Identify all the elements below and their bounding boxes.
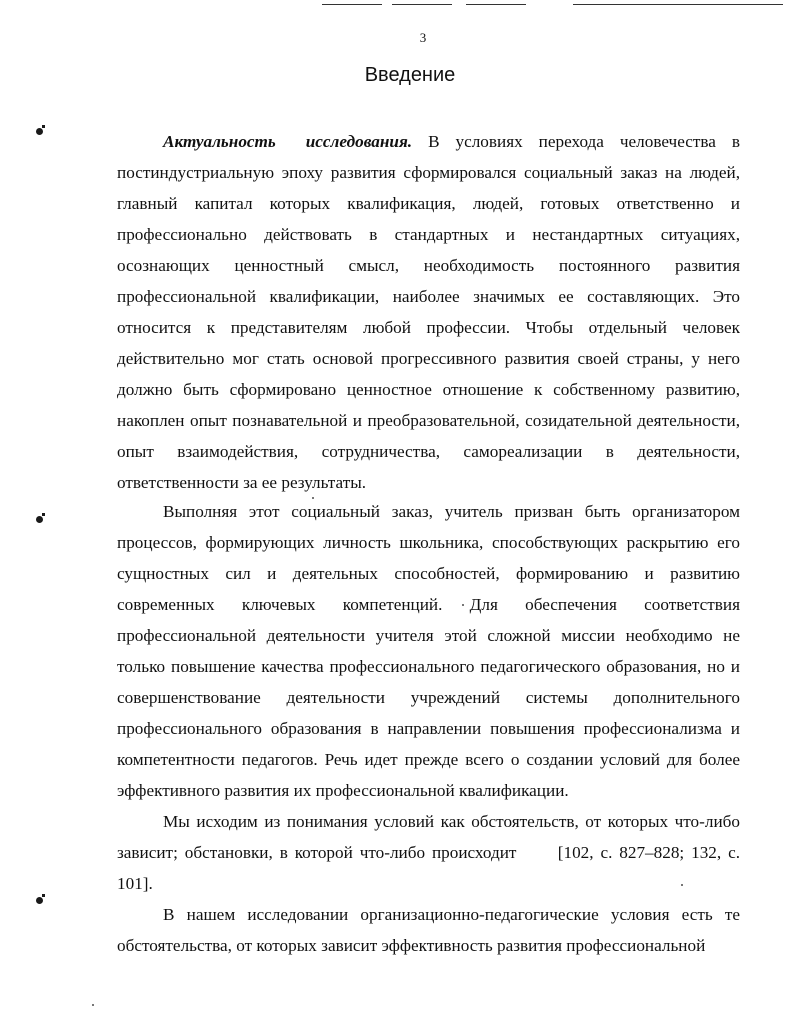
paragraph-conditions-definition xyxy=(117,806,745,899)
paragraph-relevance xyxy=(117,126,740,498)
paragraph-lead: Актуальность исследования. xyxy=(163,132,413,151)
page-number: 3 xyxy=(419,30,427,45)
scan-edge-line xyxy=(573,4,783,5)
binding-hole-mark xyxy=(36,897,43,904)
binding-hole-mark xyxy=(36,128,43,135)
binding-hole-mark xyxy=(36,516,43,523)
paragraph-text: Выполняя этот социальный заказ, учитель призван быть организатором процессов, формирующих личность школьника, способствующих раскрытию его сущностных сил и деятельных способностей, формированию и развитию современных ключевых компетенций. Для обеспечения соответствия профессиональной деятельности учителя этой сложной миссии необходимо не только повышение качества профессионального педагогического образования, но и совершенствование деятельности учреждений системы дополнительного профессионального образования в направлении повышения профессионализма и компетентности педагогов. Речь идет прежде всего о создании условий для более эффективного развития их профессиональной квалификации. xyxy=(117,502,740,800)
paragraph-social-order xyxy=(117,496,740,806)
scan-speck xyxy=(92,1004,94,1006)
paragraph-text: В условиях перехода человечества в постиндустриальную эпоху развития сформировался социальный заказ на людей, главный капитал которых квалификация, людей, готовых ответственно и профессионально действовать в стандартных и нестандартных ситуациях, осознающих ценностный смысл, необходимость постоянного развития профессиональной квалификации, наиболее значимых ее составляющих. Это относится к представителям любой профессии. Чтобы отдельный человек действительно мог стать основой прогрессивного развития своей страны, у него должно быть сформировано ценностное отношение к собственному развитию, накоплен опыт познавательной и преобразовательной, созидательной деятельности, опыт взаимодействия, сотрудничества, самореализации в деятельности, ответственности за ее результаты. xyxy=(117,132,740,492)
paragraph-text: Мы исходим из понимания условий как обстоятельств, от которых что-либо зависит; обстановки, в которой что-либо происходит [102, с. 827–828; 132, с. 101]. xyxy=(117,812,745,893)
paragraph-research-conditions xyxy=(117,899,740,961)
scan-edge-line xyxy=(466,4,526,5)
scan-edge-line xyxy=(392,4,452,5)
page-title: Введение xyxy=(364,64,456,86)
paragraph-text: В нашем исследовании организационно-педагогические условия есть те обстоятельства, от которых зависит эффективность развития профессиональной xyxy=(117,905,740,955)
scan-edge-line xyxy=(322,4,382,5)
